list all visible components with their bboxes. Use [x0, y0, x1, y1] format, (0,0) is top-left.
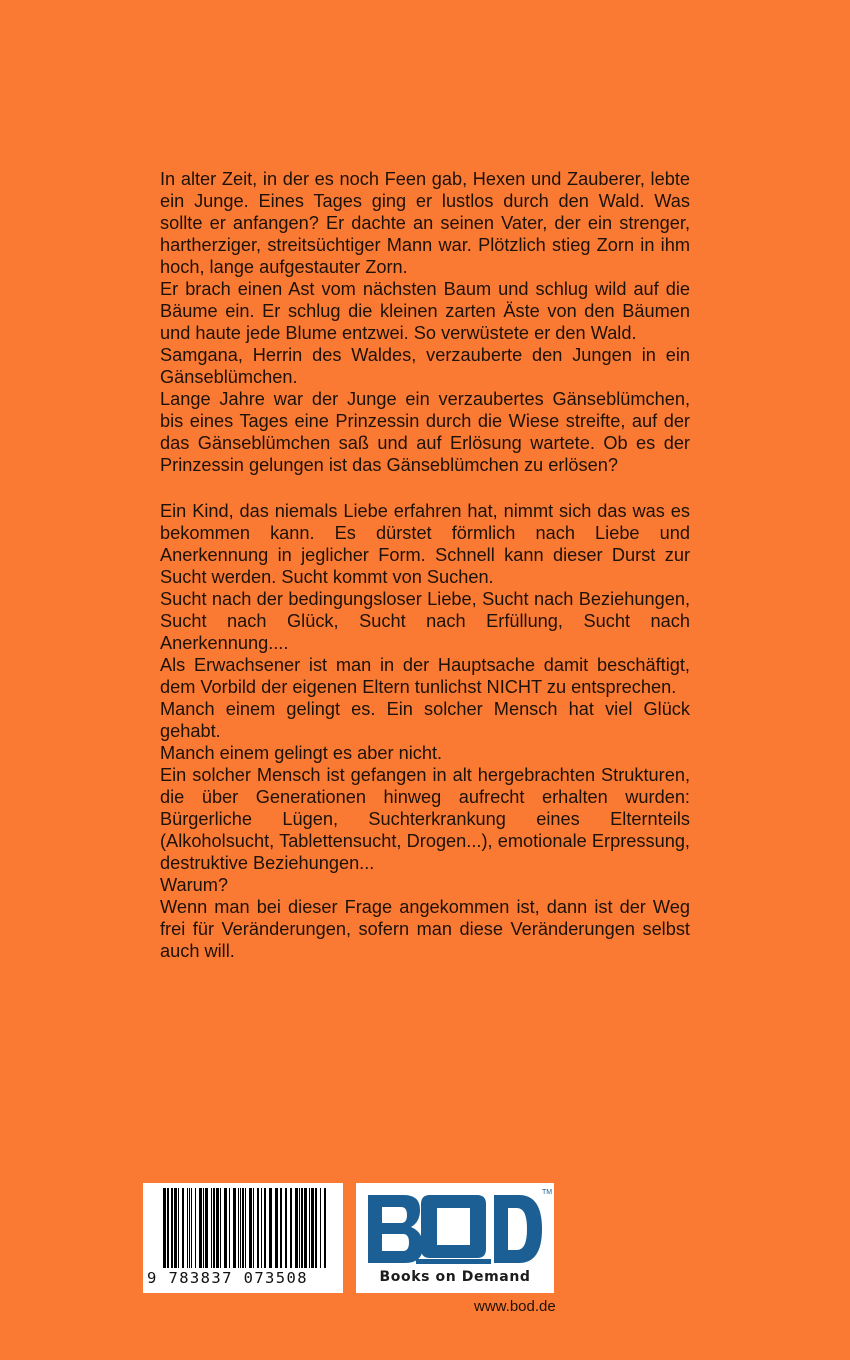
- barcode-bar: [224, 1188, 227, 1268]
- barcode-bar: [269, 1188, 272, 1268]
- barcode-bar: [261, 1188, 262, 1268]
- barcode-bars: [163, 1188, 331, 1268]
- barcode-bar: [311, 1188, 314, 1268]
- barcode-bar: [189, 1188, 190, 1268]
- reflection-paragraph: Manch einem gelingt es. Ein solcher Mensch hat viel Glück gehabt.: [160, 699, 690, 741]
- barcode-bar: [257, 1188, 259, 1268]
- publisher-website: www.bod.de: [474, 1298, 556, 1315]
- trademark-mark: TM: [542, 1189, 553, 1196]
- reflection-paragraph: Wenn man bei dieser Frage angekommen ist, dann ist der Weg frei für Veränderungen, sofern man diese Veränderungen selbst auch will.: [160, 897, 690, 961]
- barcode-bar: [213, 1188, 215, 1268]
- barcode-bar: [199, 1188, 202, 1268]
- barcode-bar: [280, 1188, 282, 1268]
- barcode-bar: [178, 1188, 179, 1268]
- reflection-text: [160, 500, 690, 962]
- blurb-paragraph: Lange Jahre war der Junge ein verzaubertes Gänseblümchen, bis eines Tages eine Prinzessin durch die Wiese streifte, auf der das Gänseblümchen saß und auf Erlösung wartete. Ob es der Prinzessin gelungen ist das Gänseblümchen zu erlösen?: [160, 389, 690, 475]
- barcode-bar: [242, 1188, 244, 1268]
- isbn-number: 9 783837 073508: [147, 1269, 308, 1287]
- barcode-bar: [301, 1188, 303, 1268]
- blurb-paragraph: Samgana, Herrin des Waldes, verzauberte den Jungen in ein Gänseblümchen.: [160, 345, 690, 387]
- barcode-bar: [315, 1188, 317, 1268]
- barcode-bar: [245, 1188, 246, 1268]
- blurb-paragraph: Er brach einen Ast vom nächsten Baum und schlug wild auf die Bäume ein. Er schlug die kleinen zarten Äste von den Bäumen und haute jede Blume entzwei. So verwüstete er den Wald.: [160, 279, 690, 343]
- reflection-paragraph: Manch einem gelingt es aber nicht.: [160, 743, 443, 763]
- publisher-logo: [356, 1183, 554, 1293]
- barcode-bar: [203, 1188, 204, 1268]
- publisher-tagline: Books on Demand: [379, 1269, 531, 1285]
- barcode-bar: [171, 1188, 173, 1268]
- bod-logo-icon: [366, 1191, 544, 1267]
- barcode-bar: [299, 1188, 300, 1268]
- barcode-bar: [264, 1188, 266, 1268]
- barcode-bar: [211, 1188, 212, 1268]
- isbn-barcode: [143, 1183, 343, 1293]
- barcode-bar: [233, 1188, 236, 1268]
- barcode-bar: [174, 1188, 177, 1268]
- reflection-paragraph: Warum?: [160, 875, 229, 895]
- barcode-bar: [320, 1188, 321, 1268]
- barcode-bar: [195, 1188, 196, 1268]
- reflection-paragraph: Ein solcher Mensch ist gefangen in alt hergebrachten Strukturen, die über Generationen hinweg aufrecht erhalten wurden: Bürgerliche Lügen, Suchterkrankung eines Elternteils (Alkoholsucht, Tablettensucht, Drogen...), emotionale Erpressung, destruktive Beziehungen...: [160, 765, 690, 873]
- barcode-bar: [309, 1188, 310, 1268]
- barcode-bar: [285, 1188, 287, 1268]
- barcode-bar: [238, 1188, 239, 1268]
- barcode-bar: [163, 1188, 166, 1268]
- barcode-bar: [295, 1188, 298, 1268]
- reflection-paragraph: Ein Kind, das niemals Liebe erfahren hat, nimmt sich das was es bekommen kann. Es dürstet förmlich nach Liebe und Anerkennung in jeglicher Form. Schnell kann dieser Durst zur Sucht werden. Sucht kommt von Suchen.: [160, 501, 690, 587]
- barcode-bar: [253, 1188, 254, 1268]
- barcode-bar: [191, 1188, 192, 1268]
- barcode-bar: [324, 1188, 326, 1268]
- barcode-bar: [182, 1188, 184, 1268]
- barcode-bar: [229, 1188, 230, 1268]
- barcode-bar: [240, 1188, 241, 1268]
- barcode-bar: [167, 1188, 169, 1268]
- barcode-bar: [304, 1188, 307, 1268]
- barcode-bar: [290, 1188, 292, 1268]
- barcode-bar: [205, 1188, 208, 1268]
- reflection-paragraph: Als Erwachsener ist man in der Hauptsache damit beschäftigt, dem Vorbild der eigenen Eltern tunlichst NICHT zu entsprechen.: [160, 655, 690, 697]
- barcode-bar: [249, 1188, 252, 1268]
- barcode-bar: [275, 1188, 278, 1268]
- blurb-text: [160, 168, 690, 476]
- barcode-bar: [220, 1188, 221, 1268]
- barcode-bar: [187, 1188, 188, 1268]
- reflection-paragraph: Sucht nach der bedingungsloser Liebe, Sucht nach Beziehungen, Sucht nach Glück, Sucht nach Erfüllung, Sucht nach Anerkennung....: [160, 589, 690, 653]
- barcode-bar: [216, 1188, 219, 1268]
- blurb-paragraph: In alter Zeit, in der es noch Feen gab, Hexen und Zauberer, lebte ein Junge. Eines Tages ging er lustlos durch den Wald. Was sollte er anfangen? Er dachte an seinen Vater, der ein strenger, hartherziger, streitsüchtiger Mann war. Plötzlich stieg Zorn in ihm hoch, lange aufgestauter Zorn.: [160, 169, 690, 277]
